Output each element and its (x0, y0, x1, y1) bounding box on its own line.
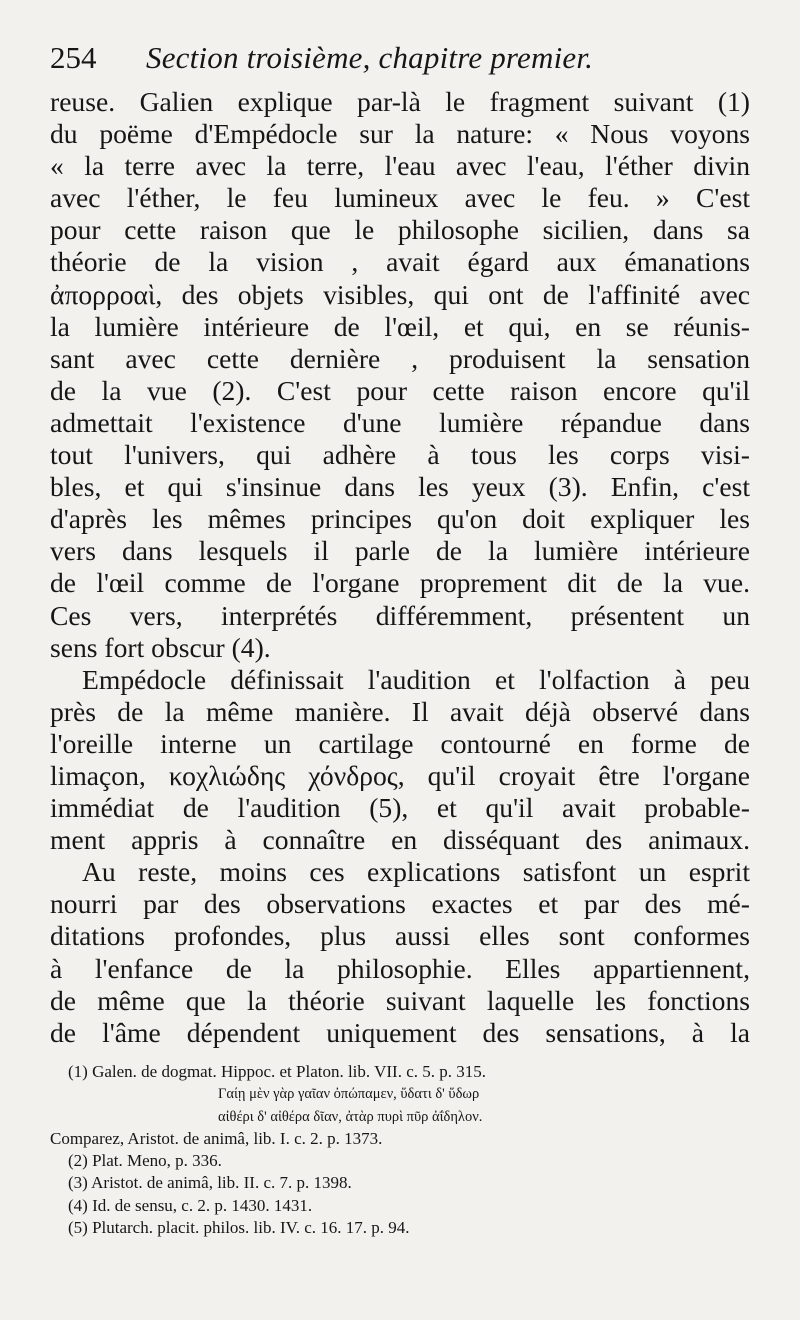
footnote: Comparez, Aristot. de animâ, lib. I. c. 2. p. 1373. (50, 1128, 383, 1148)
text-line: admettait l'existence d'une lumière répandue dans (50, 406, 750, 438)
text-line: tout l'univers, qui adhère à tous les corps visi- (50, 439, 750, 471)
text-line: près de la même manière. Il avait déjà observé dans (50, 695, 750, 727)
footnote-greek-verse: αἰθέρι δ' αἰθέρα δῖαν, ἀτὰρ πυρὶ πῦρ ἀΐδηλον. (218, 1108, 483, 1125)
text-line: ditations profondes, plus aussi elles sont conformes (50, 920, 750, 952)
text-line: Empédocle définissait l'audition et l'olfaction à peu (82, 663, 750, 695)
text-line: « la terre avec la terre, l'eau avec l'eau, l'éther divin (50, 150, 750, 182)
text-line: pour cette raison que le philosophe sicilien, dans sa (50, 214, 750, 246)
text-line: théorie de la vision , avait égard aux émanations (50, 246, 750, 278)
text-line: de même que la théorie suivant laquelle les fonctions (50, 984, 750, 1016)
footnote: (4) Id. de sensu, c. 2. p. 1430. 1431. (68, 1195, 313, 1215)
text-line: de l'œil comme de l'organe proprement dit de la vue. (50, 567, 750, 599)
text-line: reuse. Galien explique par-là le fragment suivant (1) (50, 86, 750, 117)
page-number: 254 (50, 40, 97, 75)
text-line: avec l'éther, le feu lumineux avec le feu. » C'est (50, 182, 750, 214)
footnote: (3) Aristot. de animâ, lib. II. c. 7. p. 1398. (68, 1173, 352, 1193)
page-header (50, 40, 750, 84)
text-line: limaçon, κοχλιώδης χόνδρος, qu'il croyait être l'organe (50, 759, 750, 791)
text-line: vers dans lesquels il parle de la lumière intérieure (50, 535, 750, 567)
text-line: nourri par des observations exactes et par des mé- (50, 888, 750, 920)
text-line: à l'enfance de la philosophie. Elles appartiennent, (50, 952, 750, 984)
footnote: (5) Plutarch. placit. philos. lib. IV. c. 16. 17. p. 94. (68, 1218, 410, 1238)
text-line: de l'âme dépendent uniquement des sensations, à la (50, 1016, 750, 1048)
running-head: Section troisième, chapitre premier. (146, 40, 594, 75)
footnote: (1) Galen. de dogmat. Hippoc. et Platon. lib. VII. c. 5. p. 315. (68, 1062, 486, 1081)
text-line: immédiat de l'audition (5), et qu'il avait probable- (50, 792, 750, 824)
footnote-greek-verse: Γαίῃ μὲν γὰρ γαῖαν ὀπώπαμεν, ὕδατι δ' ὕδωρ (218, 1086, 480, 1103)
text-line: ment appris à connaître en disséquant des animaux. (50, 824, 750, 856)
text-line: bles, et qui s'insinue dans les yeux (3). Enfin, c'est (50, 471, 750, 503)
text-line: d'après les mêmes principes qu'on doit expliquer les (50, 503, 750, 535)
footnotes (50, 1061, 748, 1239)
text-line: ἀπορροαὶ, des objets visibles, qui ont de l'affinité avec (50, 278, 750, 310)
text-line: l'oreille interne un cartilage contourné en forme de (50, 727, 750, 759)
text-line: sant avec cette dernière , produisent la sensation (50, 342, 750, 374)
body-text (50, 86, 750, 1049)
text-line: de la vue (2). C'est pour cette raison encore qu'il (50, 374, 750, 406)
text-line: Ces vers, interprétés différemment, présentent un (50, 599, 750, 631)
text-line: la lumière intérieure de l'œil, et qui, en se réunis- (50, 310, 750, 342)
text-line: du poëme d'Empédocle sur la nature: « Nous voyons (50, 118, 750, 150)
text-line: sens fort obscur (4). (50, 631, 271, 663)
text-line: Au reste, moins ces explications satisfont un esprit (82, 856, 750, 888)
footnote: (2) Plat. Meno, p. 336. (68, 1151, 222, 1171)
